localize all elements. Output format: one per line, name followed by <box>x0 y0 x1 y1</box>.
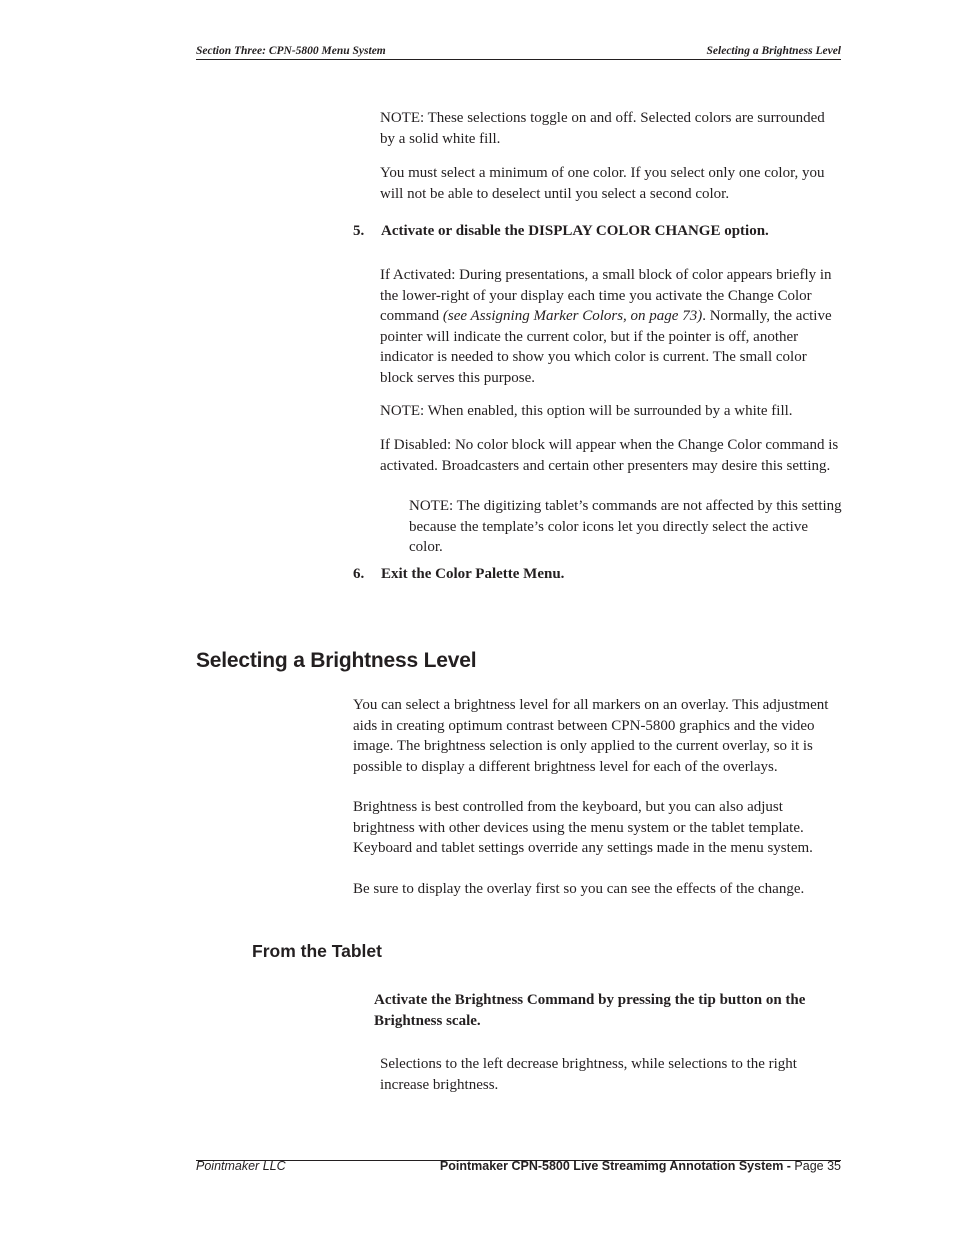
brightness-intro: You can select a brightness level for all markers on an overlay. This adjustment aids in creating optimum contrast between CPN-5800 graphics and the video image. The brightness selection is only applied to the current overlay, so it is possible to display a different brightness level for each of the overlays. <box>353 697 829 775</box>
footer-product: Pointmaker CPN-5800 Live Streamimg Annotation System - <box>439 1159 791 1173</box>
subsection-title: From the Tablet <box>252 941 382 961</box>
running-header-topic: Selecting a Brightness Level <box>706 45 841 57</box>
note-tablet: NOTE: The digitizing tablet’s commands are not affected by this setting because the template’s color icons let you directly select the active color. <box>409 498 842 555</box>
page-number: Page 35 <box>790 1159 841 1173</box>
brightness-tip: Be sure to display the overlay first so you can see the effects of the change. <box>353 881 805 897</box>
step-number: 5. <box>353 223 365 239</box>
step-6 <box>353 566 843 583</box>
step-5 <box>353 223 843 240</box>
min-color-paragraph: You must select a minimum of one color. If you select only one color, you will not be able to deselect until you select a second color. <box>380 165 825 202</box>
if-activated-paragraph <box>380 265 842 388</box>
if-activated-text: If Activated: During presentations, a small block of color appears briefly in the lower-right of your display each time you activate the Change Color command <box>380 267 832 324</box>
note-toggle: NOTE: These selections toggle on and off. Selected colors are surrounded by a solid white fill. <box>380 110 825 147</box>
step-number: 6. <box>353 566 365 582</box>
running-header-section: Section Three: CPN-5800 Menu System <box>196 45 386 57</box>
step-text: Activate or disable the DISPLAY COLOR CHANGE option. <box>381 223 769 239</box>
tablet-step: Activate the Brightness Command by pressing the tip button on the Brightness scale. <box>374 992 806 1029</box>
footer-page-info <box>440 1159 841 1173</box>
tablet-description: Selections to the left decrease brightness, while selections to the right increase brightness. <box>380 1056 797 1093</box>
footer-company: Pointmaker LLC <box>196 1159 286 1173</box>
if-activated-text-cont: . Normally, the active pointer will indicate the current color, but if the pointer is off, another indicator is needed to show you which color is current. The small color block serves this purpose. <box>380 308 832 386</box>
brightness-control: Brightness is best controlled from the keyboard, but you can also adjust brightness with other devices using the menu system or the tablet template. Keyboard and tablet settings override any settings made in the menu system. <box>353 799 813 856</box>
cross-reference: (see Assigning Marker Colors, on page 73) <box>442 308 703 324</box>
if-disabled-paragraph: If Disabled: No color block will appear when the Change Color command is activated. Broadcasters and certain other presenters may desire this setting. <box>380 437 839 474</box>
note-enabled: NOTE: When enabled, this option will be surrounded by a white fill. <box>380 403 793 419</box>
section-title: Selecting a Brightness Level <box>196 649 477 672</box>
header-divider <box>196 59 841 60</box>
step-text: Exit the Color Palette Menu. <box>381 566 565 582</box>
